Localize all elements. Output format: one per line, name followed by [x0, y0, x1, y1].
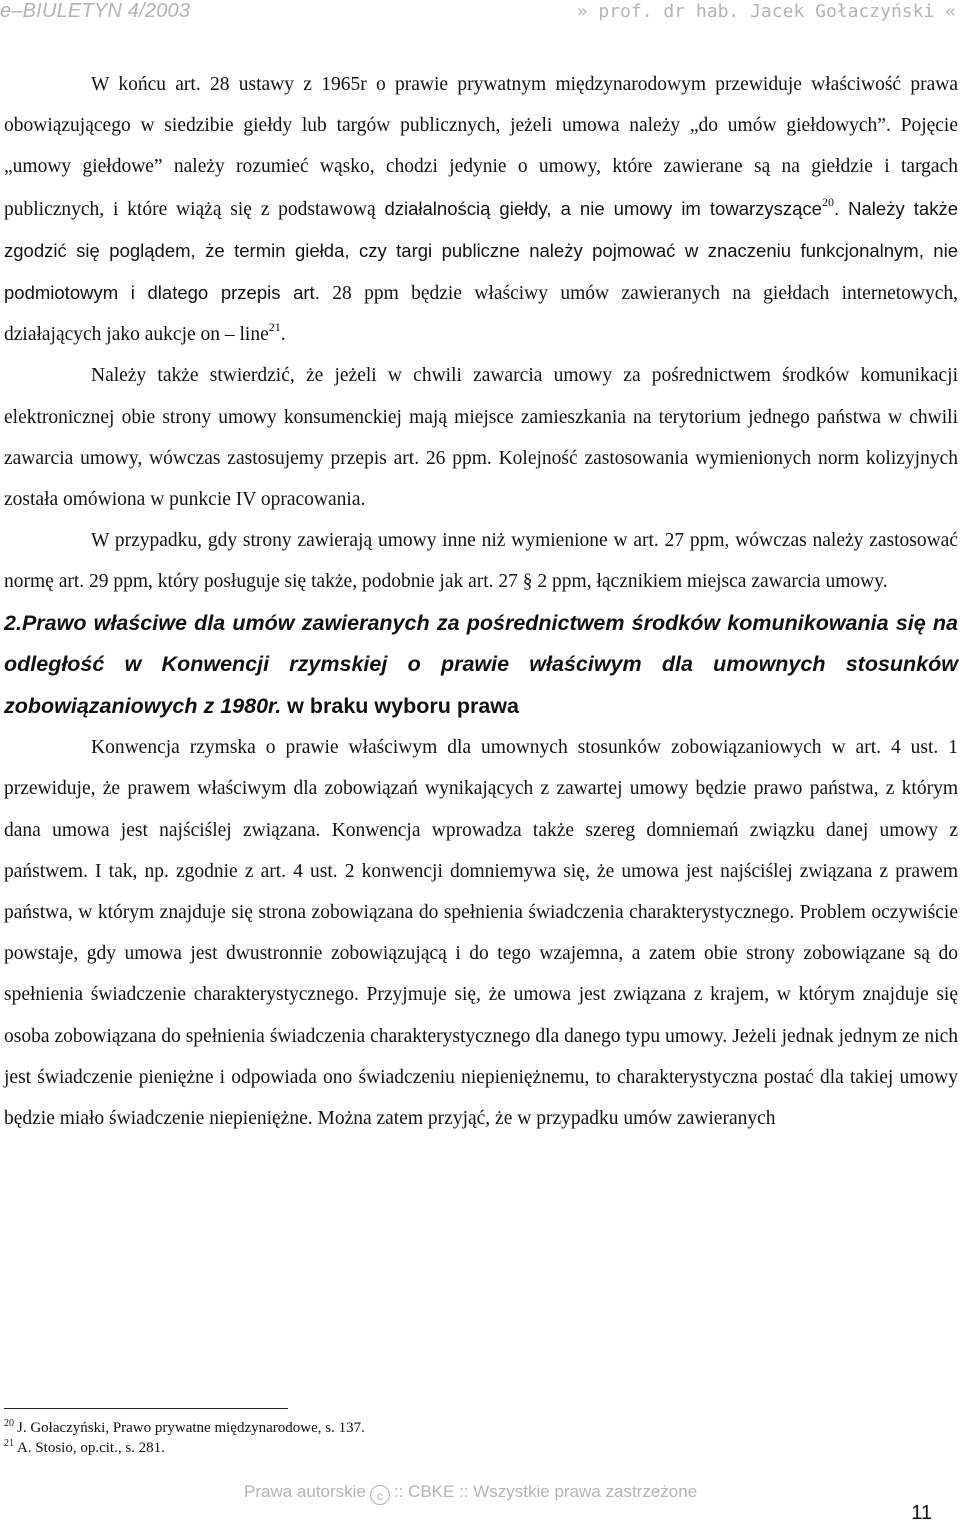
- footnote-20: [4, 1418, 904, 1438]
- footnote-text: A. Stosio, op.cit., s. 281.: [17, 1440, 165, 1456]
- footnote-number: 20: [4, 1418, 14, 1429]
- copyright-text: :: CBKE :: Wszystkie prawa zastrzeżone: [393, 1482, 698, 1501]
- footnote-divider: [4, 1408, 288, 1409]
- paragraph-1-text-d: 28 ppm będzie właściwy umów zawieranych na giełdach internetowych, działających jako aukcje on – line: [4, 283, 959, 346]
- section-heading: [4, 603, 958, 728]
- section-heading-number: 2.: [4, 610, 22, 635]
- footnote-text: J. Gołaczyński, Prawo prywatne międzynarodowe, s. 137.: [17, 1420, 365, 1436]
- paragraph-4: Konwencja rzymska o prawie właściwym dla umownych stosunków zobowiązaniowych w art. 4 ust. 1 przewiduje, że prawem właściwym dla zobowiązań wynikających z zawartej umowy będzie prawo państwa, z którym dana umowa jest najściślej związana. Konwencja wprowadza także szereg domniemań związku danej umowy z państwem. I tak, np. zgodnie z art. 4 ust. 2 konwencji domniemywa się, że umowa jest najściślej związana z prawem państwa, w którym znajduje się strona zobowiązana do spełnienia świadczenia charakterystycznego. Problem oczywiście powstaje, gdy umowa jest dwustronnie zobowiązującą i do tego wzajemna, a zatem obie strony zobowiązane są do spełnienia świadczenie charakterystycznego. Przyjmuje się, że umowa jest związana z krajem, w którym znajduje się osoba zobowiązana do spełnienia świadczenia charakterystycznego dla danego typu umowy. Jeżeli jednak jednym ze nich jest świadczenie pieniężne i odpowiada ono świadczeniu niepieniężnemu, to charakterystyczna postać dla takiej umowy będzie miało świadczenie niepieniężne. Można zatem przyjąć, że w przypadku umów zawieranych: [4, 737, 958, 1129]
- paragraph-1-text-b: działalnością giełdy, a nie umowy im towarzyszące: [384, 197, 822, 219]
- paragraph-1-text-e: .: [280, 324, 286, 346]
- copyright-label: Prawa autorskie: [244, 1482, 366, 1501]
- footnote-21: [4, 1438, 904, 1458]
- paragraph-1-text-a: W końcu art. 28 ustawy z 1965r o prawie prywatnym międzynarodowym przewiduje właściwość prawa obowiązującego w siedzibie giełdy lub targów publicznych, jeżeli umowa należy „do umów giełdowych”. Pojęcie „umowy giełdowe” należy rozumieć wąsko, chodzi jedynie o umowy, które zawierane są na giełdzie i targach publicznych, i które wiążą się z podstawową: [4, 74, 958, 220]
- section-heading-title: Prawo właściwe dla umów zawieranych za pośrednictwem środków komunikowania się na odległość w Konwencji rzymskiej o prawie właściwym dla umownych stosunków zobowiązaniowych z 1980r.: [4, 610, 958, 718]
- footnote-number: 21: [4, 1438, 14, 1449]
- footnote-ref-21[interactable]: 21: [268, 320, 281, 335]
- article-body: [4, 64, 958, 1139]
- author-name: » prof. dr hab. Jacek Gołaczyński «: [576, 1, 956, 22]
- copyright-notice: [244, 1482, 697, 1505]
- journal-title: e–BIULETYN 4/2003: [0, 0, 191, 22]
- footnotes: [4, 1418, 904, 1458]
- paragraph-1-text-c: . Należy także zgodzić się poglądem, że termin giełda, czy targi publiczne należy pojmować w znaczeniu funkcjonalnym, nie podmiotowym i dlatego przepis art.: [4, 197, 958, 304]
- page-number: 11: [911, 1502, 932, 1524]
- section-heading-subtitle: w braku wyboru prawa: [281, 693, 519, 718]
- footnote-ref-20[interactable]: 20: [821, 194, 834, 209]
- page-header: [0, 0, 960, 24]
- paragraph-1: [4, 64, 958, 355]
- paragraph-3: W przypadku, gdy strony zawierają umowy inne niż wymienione w art. 27 ppm, wówczas należy zastosować normę art. 29 ppm, który posługuje się także, podobnie jak art. 27 § 2 ppm, łącznikiem miejsca zawarcia umowy.: [4, 530, 958, 593]
- copyright-icon: c: [370, 1485, 390, 1505]
- paragraph-2: Należy także stwierdzić, że jeżeli w chwili zawarcia umowy za pośrednictwem środków komunikacji elektronicznej obie strony umowy konsumenckiej mają miejsce zamieszkania na terytorium jednego państwa w chwili zawarcia umowy, wówczas zastosujemy przepis art. 26 ppm. Kolejność zastosowania wymienionych norm kolizyjnych została omówiona w punkcie IV opracowania.: [4, 365, 958, 511]
